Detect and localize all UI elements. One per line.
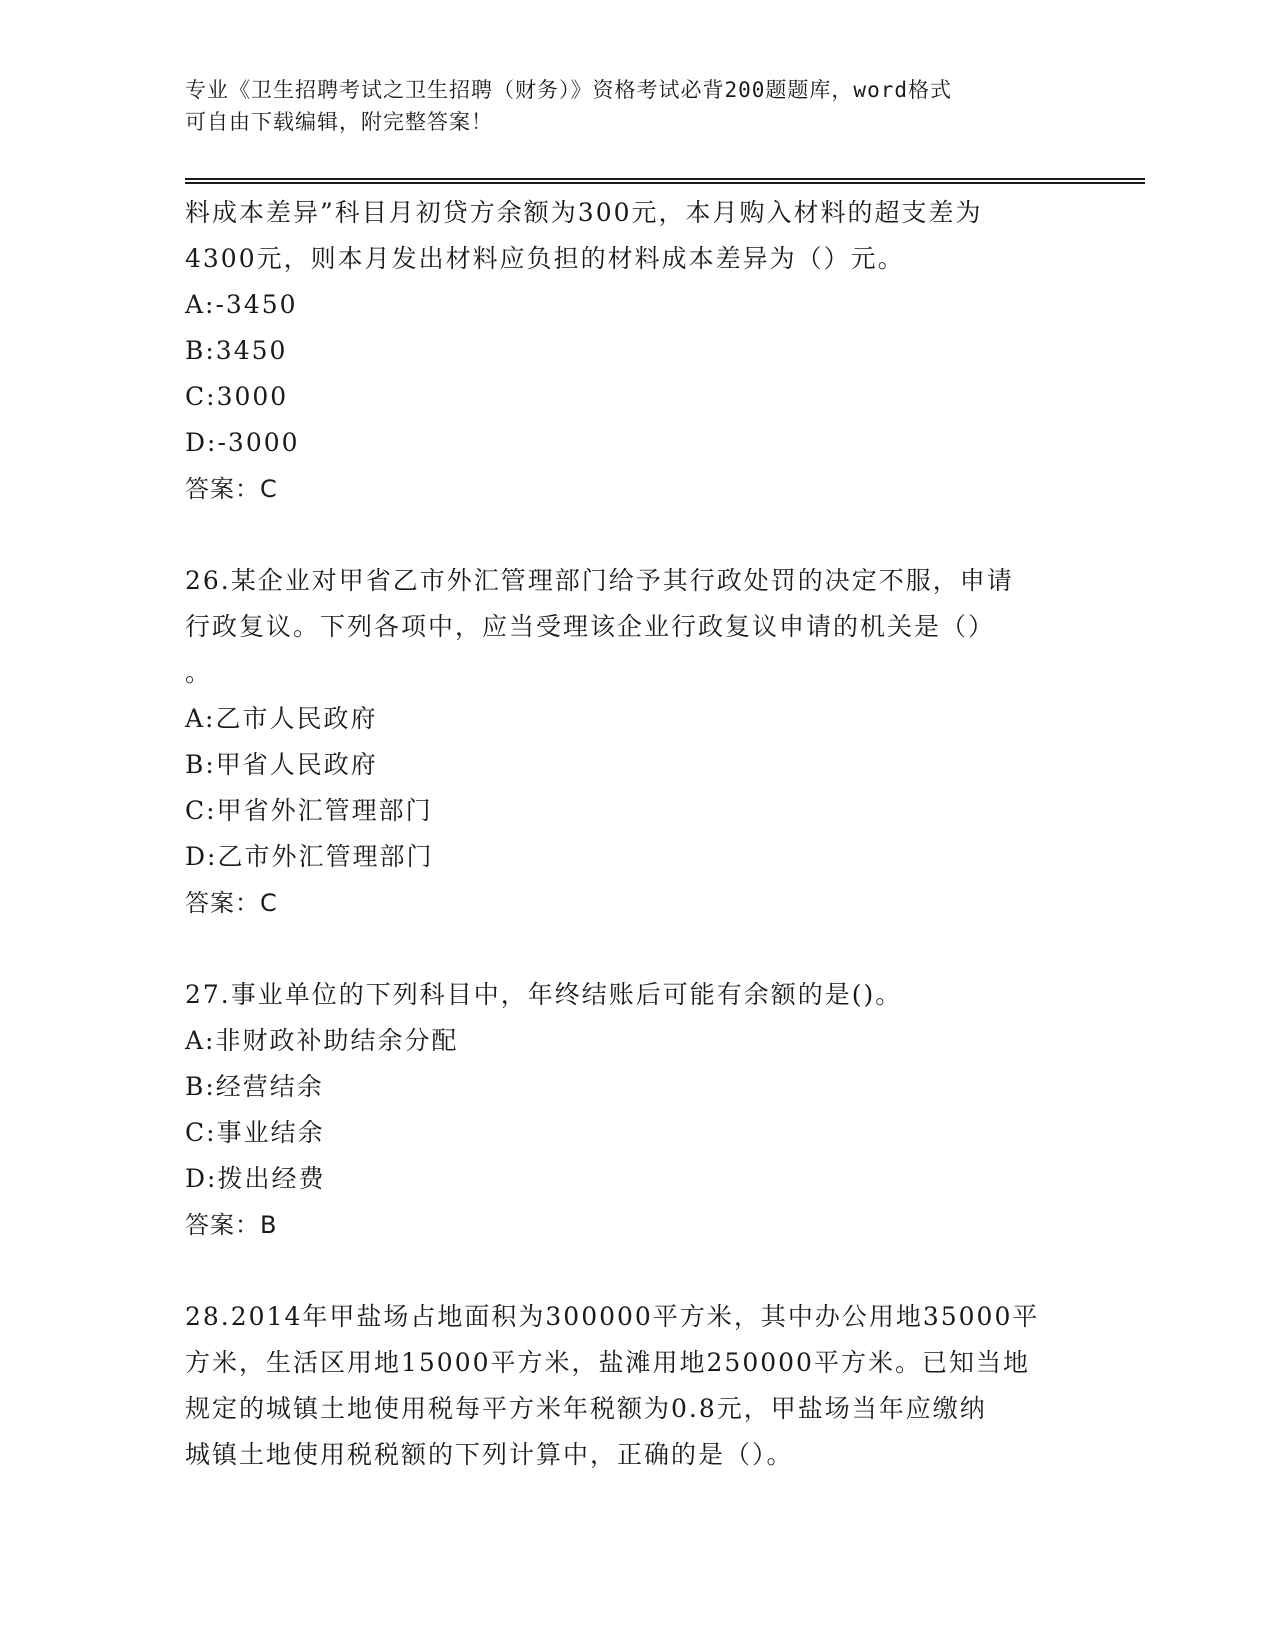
option-text: 3450 (215, 336, 288, 365)
option-d (185, 420, 1085, 466)
question-stem-line: 料成本差异”科目月初贷方余额为300元，本月购入材料的超支差为 (185, 198, 983, 227)
question-stem-line: 规定的城镇土地使用税每平方米年税额为0.8元，甲盐场当年应缴纳 (185, 1394, 987, 1423)
option-d (185, 1156, 1085, 1202)
spacer (185, 1248, 1085, 1294)
document-header (185, 74, 1085, 138)
answer-line: 答案：C (185, 475, 278, 503)
question-stem-line: 28.2014年甲盐场占地面积为300000平方米，其中办公用地35000平 (185, 1302, 1040, 1331)
header-line-2: 可自由下载编辑，附完整答案！ (185, 110, 493, 134)
spacer (185, 926, 1085, 972)
document-body (185, 190, 1085, 1478)
option-text: 拨出经费 (217, 1164, 326, 1193)
option-a (185, 696, 1085, 742)
option-text: 乙市外汇管理部门 (217, 842, 434, 871)
option-text: 乙市人民政府 (215, 704, 378, 733)
option-key: B: (185, 750, 216, 779)
question-stem-line: 26.某企业对甲省乙市外汇管理部门给予其行政处罚的决定不服，申请 (185, 566, 1014, 595)
question-stem-line: 27.事业单位的下列科目中，年终结账后可能有余额的是()。 (185, 980, 903, 1009)
option-key: C: (185, 796, 217, 825)
option-key: D: (185, 1164, 218, 1193)
option-text: 非财政补助结余分配 (215, 1026, 459, 1055)
option-text: 事业结余 (216, 1118, 325, 1147)
question-stem-line: 4300元，则本月发出材料应负担的材料成本差异为（）元。 (185, 244, 905, 273)
option-key: A: (185, 1026, 216, 1055)
option-b (185, 1064, 1085, 1110)
question-28 (185, 1294, 1085, 1478)
option-text: 甲省外汇管理部门 (216, 796, 433, 825)
option-c (185, 1110, 1085, 1156)
answer-line: 答案：B (185, 1211, 278, 1239)
option-a (185, 282, 1085, 328)
option-b (185, 742, 1085, 788)
option-text: 经营结余 (215, 1072, 324, 1101)
option-d (185, 834, 1085, 880)
option-key: D: (185, 842, 218, 871)
option-key: B: (185, 336, 216, 365)
option-text: 甲省人民政府 (215, 750, 378, 779)
option-b (185, 328, 1085, 374)
option-text: -3450 (215, 290, 298, 319)
option-c (185, 374, 1085, 420)
option-key: A: (185, 290, 216, 319)
option-a (185, 1018, 1085, 1064)
option-key: D: (185, 428, 218, 457)
question-stem-line: 城镇土地使用税税额的下列计算中，正确的是（）。 (185, 1440, 794, 1469)
option-key: C: (185, 1118, 217, 1147)
question-27 (185, 972, 1085, 1248)
header-line-1: 专业《卫生招聘考试之卫生招聘（财务）》资格考试必背200题题库，word格式 (185, 78, 952, 102)
question-stem-line: 行政复议。下列各项中，应当受理该企业行政复议申请的机关是（） (185, 612, 996, 641)
option-text: -3000 (217, 428, 300, 457)
option-key: C: (185, 382, 217, 411)
option-key: A: (185, 704, 216, 733)
header-rule-top (185, 178, 1145, 180)
answer-line: 答案：C (185, 889, 278, 917)
option-key: B: (185, 1072, 216, 1101)
header-rule-bottom (185, 182, 1145, 184)
option-c (185, 788, 1085, 834)
spacer (185, 512, 1085, 558)
question-stem-line: 方米，生活区用地15000平方米，盐滩用地250000平方米。已知当地 (185, 1348, 1030, 1377)
option-text: 3000 (216, 382, 289, 411)
question-26 (185, 558, 1085, 926)
question-25-continuation (185, 190, 1085, 512)
question-stem-line: 。 (185, 658, 213, 687)
